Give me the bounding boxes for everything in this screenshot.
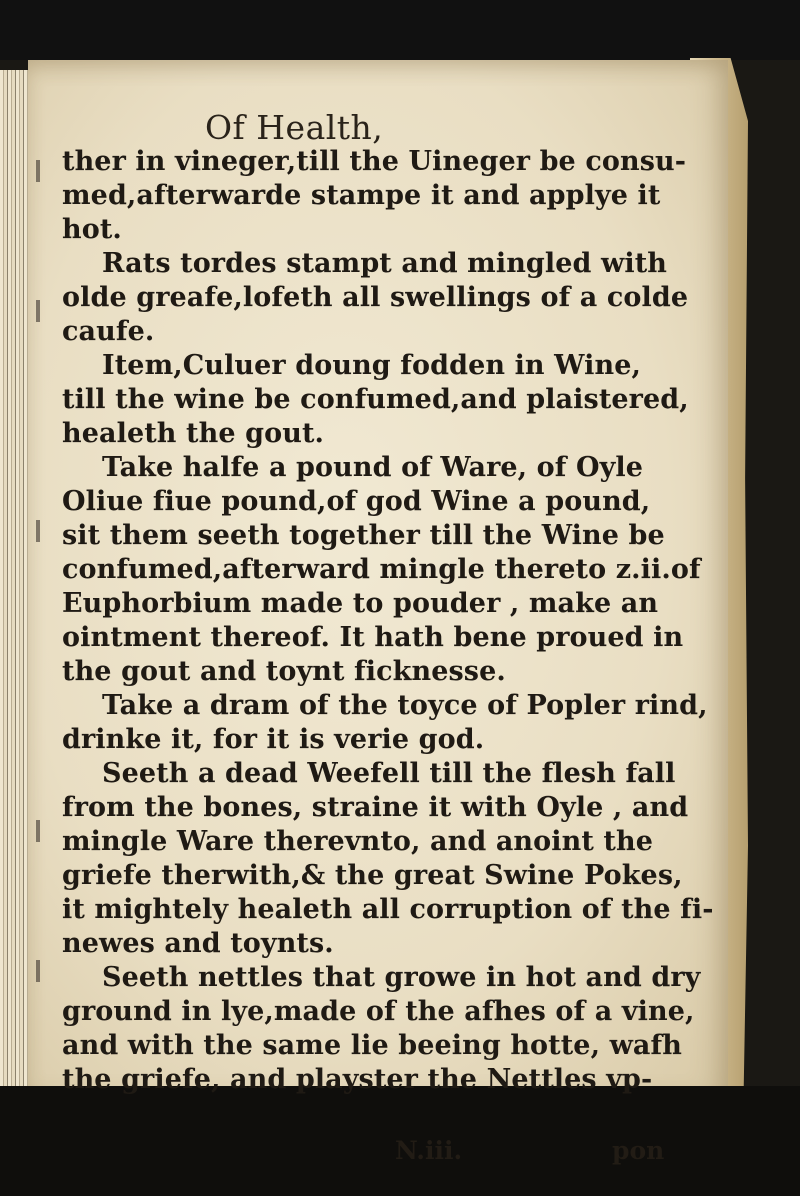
text-line: Seeth nettles that growe in hot and dry — [102, 962, 701, 993]
running-header: Of Health, — [205, 108, 384, 147]
text-line: Take a dram of the toyce of Popler rind, — [102, 690, 708, 721]
text-line: hot. — [62, 214, 122, 245]
text-line: till the wine be confumed,and plaistered, — [62, 384, 689, 415]
margin-mark — [36, 520, 40, 542]
text-line: Item,Culuer doung fodden in Wine, — [102, 350, 641, 381]
text-line: ground in lye,made of the afhes of a vine, — [62, 996, 695, 1027]
text-line: drinke it, for it is verie god. — [62, 724, 485, 755]
text-line: ther in vineger,till the Uineger be consu- — [62, 146, 687, 177]
text-line: griefe therwith,& the great Swine Pokes, — [62, 860, 683, 891]
text-line: mingle Ware therevnto, and anoint the — [62, 826, 654, 857]
text-line: Seeth a dead Weefell till the flesh fall — [102, 758, 676, 789]
text-line: ointment thereof. It hath bene proued in — [62, 622, 684, 653]
signature-mark: N.iii. — [395, 1136, 463, 1165]
text-line: healeth the gout. — [62, 418, 325, 449]
text-line: it mightely healeth all corruption of the fi- — [62, 894, 714, 925]
text-line: caufe. — [62, 316, 155, 347]
text-line: Rats tordes stampt and mingled with — [102, 248, 668, 279]
text-line: Take halfe a pound of Ware, of Oyle — [102, 452, 644, 483]
text-line: sit them seeth together till the Wine be — [62, 520, 665, 551]
text-line: the griefe, and playster the Nettles vp- — [62, 1064, 653, 1095]
margin-mark — [36, 820, 40, 842]
margin-mark — [36, 300, 40, 322]
margin-mark — [36, 160, 40, 182]
margin-mark — [36, 960, 40, 982]
text-line: and with the same lie beeing hotte, wafh — [62, 1030, 682, 1061]
text-line: the gout and toynt ficknesse. — [62, 656, 506, 687]
text-line: med,afterwarde stampe it and applye it — [62, 180, 661, 211]
text-line: confumed,afterward mingle thereto z.ii.of — [62, 554, 701, 585]
text-line: Oliue fiue pound,of god Wine a pound, — [62, 486, 651, 517]
text-line: newes and toynts. — [62, 928, 334, 959]
catchword: pon — [612, 1136, 665, 1165]
text-line: Euphorbium made to pouder , make an — [62, 588, 659, 619]
text-line: olde greafe,lofeth all swellings of a colde — [62, 282, 689, 313]
background-top — [0, 0, 800, 60]
text-line: from the bones, straine it with Oyle , and — [62, 792, 689, 823]
